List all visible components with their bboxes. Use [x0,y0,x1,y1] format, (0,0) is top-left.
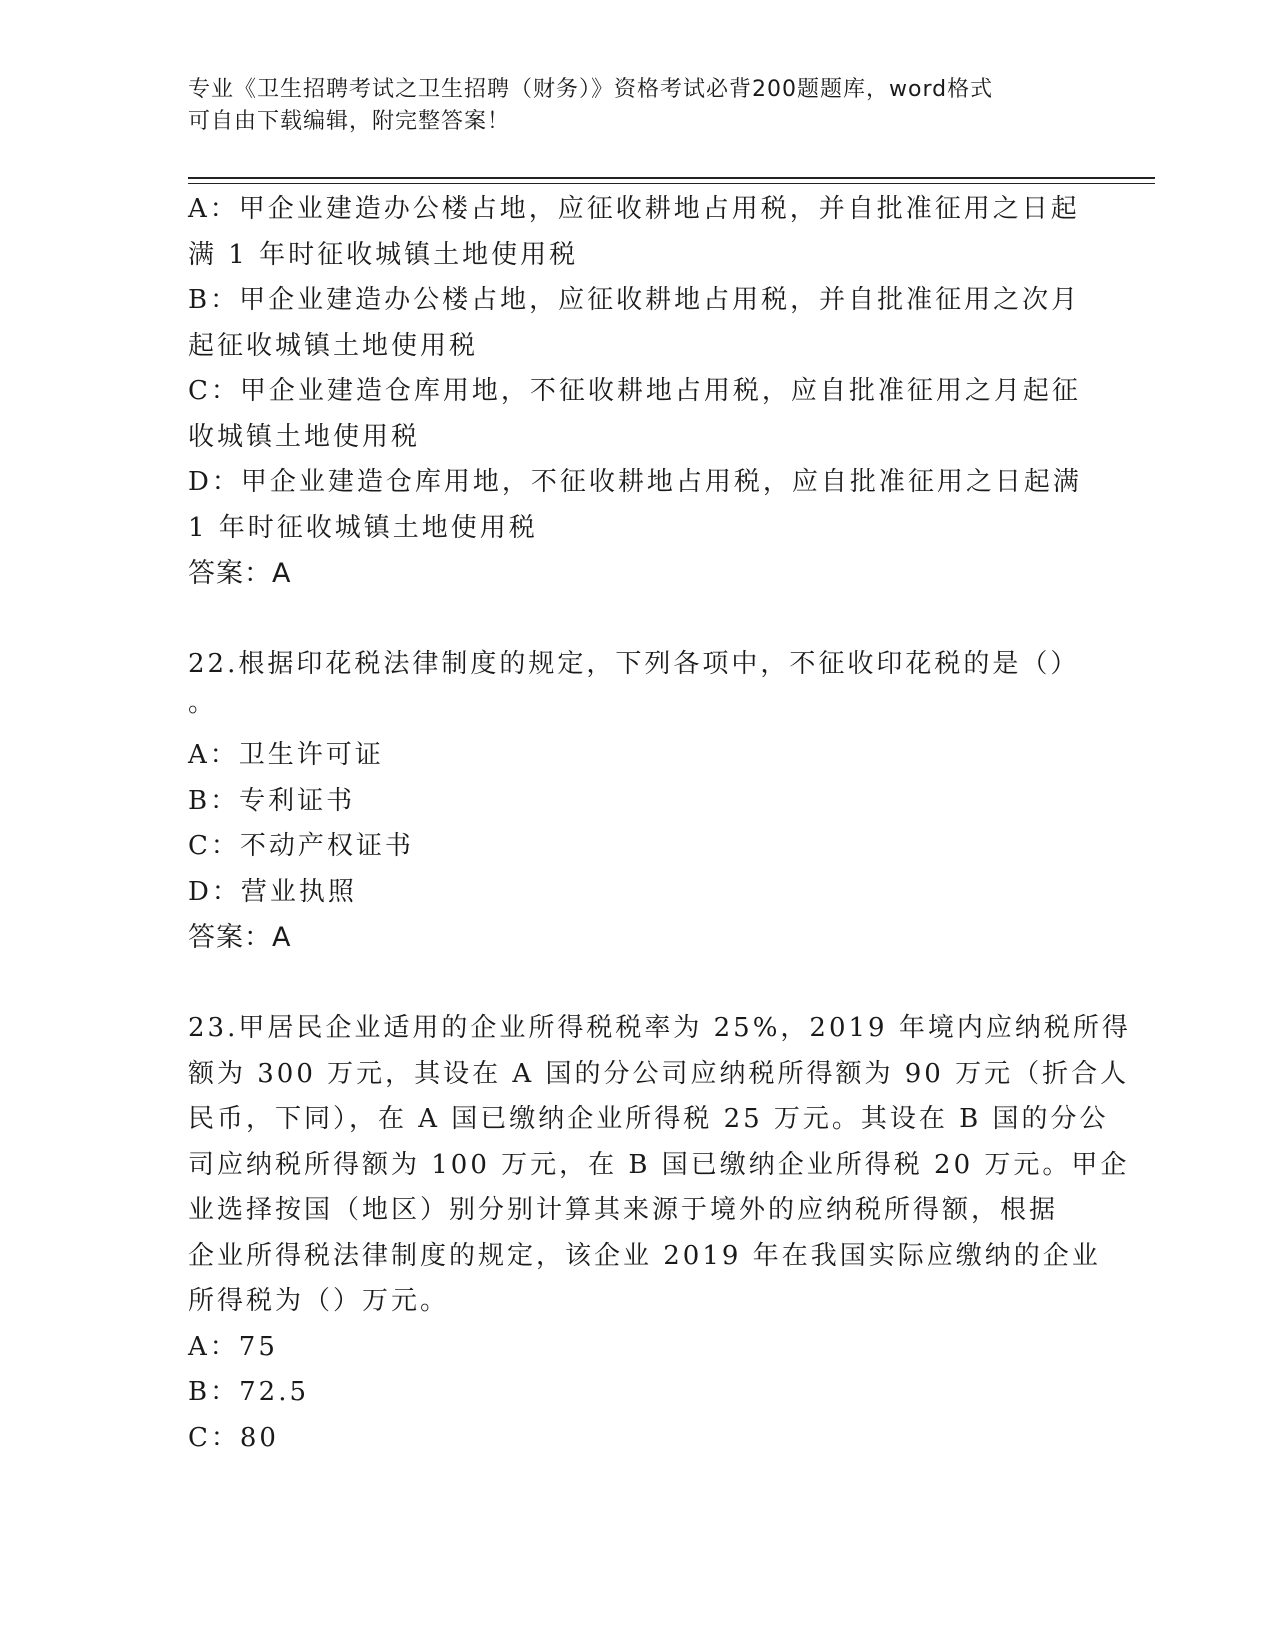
q22-question-line-1: 22.根据印花税法律制度的规定，下列各项中，不征收印花税的是（） [188,649,1080,679]
header-line-1: 专业《卫生招聘考试之卫生招聘（财务）》资格考试必背200题题库，word格式 [188,77,994,102]
q21-option-b-line-2: 起征收城镇土地使用税 [188,330,479,361]
spacer [188,597,1083,643]
q23-option-b: B：72.5 [188,1377,309,1407]
q21-answer: 答案：A [188,558,292,589]
q21-option-c-line-1: C：甲企业建造仓库用地，不征收耕地占用税，应自批准征用之月起征 [188,376,1081,406]
q22-option-c: C：不动产权证书 [188,831,414,861]
q21-option-a-line-1: A：甲企业建造办公楼占地，应征收耕地占用税，并自批准征用之日起 [188,194,1080,224]
q23-question-line-6: 企业所得税法律制度的规定，该企业 2019 年在我国实际应缴纳的企业 [188,1240,1101,1271]
header-rule-thick [188,177,1155,179]
q22-option-a: A：卫生许可证 [188,740,384,770]
q22-answer: 答案：A [188,922,292,953]
q21-option-a-line-2: 满 1 年时征收城镇土地使用税 [188,239,579,270]
q22-option-b: B：专利证书 [188,785,356,816]
q23-option-a: A：75 [188,1331,278,1362]
question-23-block [188,1006,1131,1461]
header-line-2: 可自由下载编辑，附完整答案！ [188,109,511,134]
q23-question-line-1: 23.甲居民企业适用的企业所得税税率为 25%，2019 年境内应纳税所得 [188,1013,1131,1043]
q23-option-c: C：80 [188,1422,279,1453]
header-rule-thin [188,183,1155,184]
q23-question-line-2: 额为 300 万元，其设在 A 国的分公司应纳税所得额为 90 万元（折合人 [188,1058,1130,1089]
q23-question-line-5: 业选择按国（地区）别分别计算其来源于境外的应纳税所得额，根据 [188,1195,1059,1225]
question-22-block [188,642,1083,961]
document-body [188,187,1131,1461]
question-21-block [188,187,1083,597]
q23-question-line-7: 所得税为（）万元。 [188,1286,450,1316]
q22-option-d: D：营业执照 [188,876,357,907]
q21-option-b-line-1: B：甲企业建造办公楼占地，应征收耕地占用税，并自批准征用之次月 [188,285,1081,315]
q21-option-d-line-1: D：甲企业建造仓库用地，不征收耕地占用税，应自批准征用之日起满 [188,467,1082,497]
q22-question-line-2: 。 [188,687,218,718]
q23-question-line-3: 民币，下同），在 A 国已缴纳企业所得税 25 万元。其设在 B 国的分公 [188,1104,1109,1134]
document-header [188,74,1088,138]
q21-option-d-line-2: 1 年时征收城镇土地使用税 [188,512,538,543]
q23-question-line-4: 司应纳税所得额为 100 万元，在 B 国已缴纳企业所得税 20 万元。甲企 [188,1149,1130,1180]
q21-option-c-line-2: 收城镇土地使用税 [188,421,421,452]
spacer [188,961,1083,1007]
